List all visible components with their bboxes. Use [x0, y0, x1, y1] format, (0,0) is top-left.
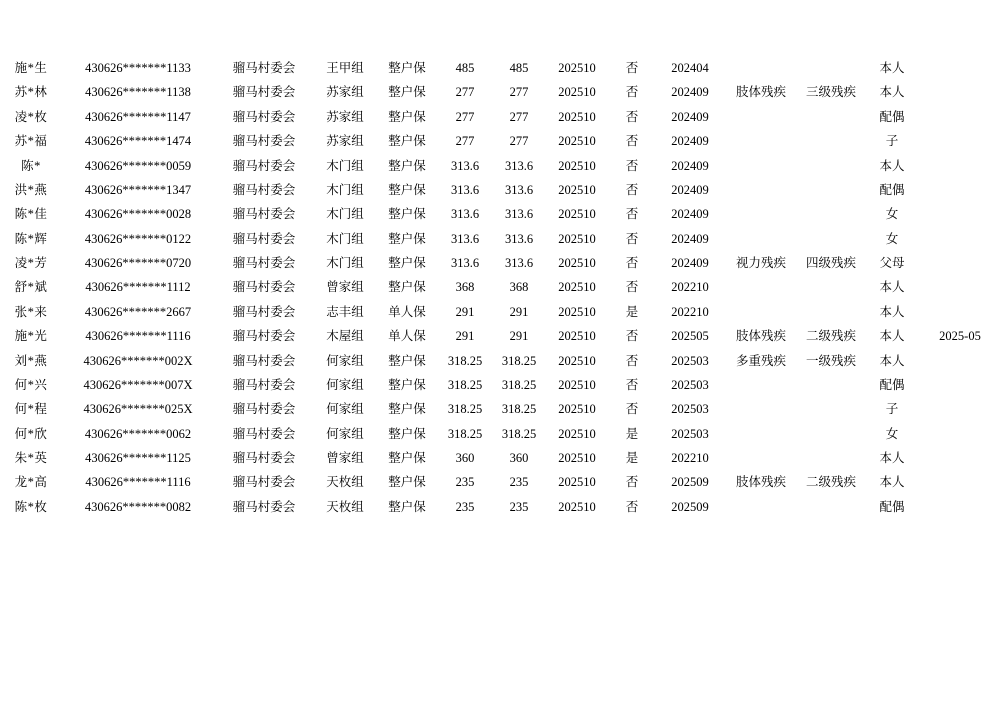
- record-year-month: 202510: [558, 353, 596, 368]
- record-flag: 否: [625, 353, 639, 368]
- record-amount-secondary: 277: [509, 85, 529, 100]
- record-name: 施*生: [14, 61, 48, 75]
- table-row[interactable]: [0, 300, 1000, 324]
- record-flag: 否: [625, 158, 639, 173]
- record-benefit-type: 整户保: [388, 280, 426, 295]
- record-flag: 是: [625, 304, 639, 319]
- record-amount-secondary: 313.6: [504, 182, 534, 197]
- record-village: 骝马村委会: [232, 256, 296, 270]
- record-extra-note: [920, 56, 1000, 80]
- record-amount-secondary: 318.25: [501, 377, 537, 392]
- table-row[interactable]: [0, 154, 1000, 178]
- record-year-month: 202510: [558, 109, 596, 124]
- record-start-month: 202409: [671, 109, 709, 124]
- record-year-month: 202510: [558, 426, 596, 441]
- table-row[interactable]: [0, 349, 1000, 373]
- record-benefit-type: 整户保: [388, 377, 426, 392]
- record-group: 木门组: [326, 256, 364, 270]
- record-start-month: 202409: [671, 182, 709, 197]
- record-village: 骝马村委会: [232, 158, 296, 173]
- record-id-number: 430626*******1112: [85, 280, 191, 295]
- record-year-month: 202510: [558, 329, 596, 344]
- record-relation: 本人: [879, 158, 905, 173]
- record-relation: 女: [885, 207, 899, 222]
- record-relation: 子: [885, 134, 899, 149]
- record-disability-level: 一级残疾: [805, 353, 856, 368]
- record-benefit-type: 单人保: [388, 329, 426, 344]
- record-relation: 本人: [879, 280, 905, 295]
- record-name: 洪*燕: [14, 182, 48, 197]
- record-extra-note: [920, 422, 1000, 446]
- record-benefit-type: 整户保: [388, 158, 426, 173]
- record-extra-note: [920, 129, 1000, 153]
- table-row[interactable]: [0, 324, 1000, 348]
- record-amount-secondary: 235: [509, 499, 529, 514]
- record-name: 龙*高: [14, 475, 48, 490]
- record-relation: 子: [885, 402, 899, 417]
- record-start-month: 202409: [671, 85, 709, 100]
- record-group: 王甲组: [326, 61, 364, 75]
- record-relation: 配偶: [879, 499, 905, 514]
- record-disability-type: [724, 373, 798, 397]
- record-start-month: 202409: [671, 158, 709, 173]
- record-extra-note: [920, 300, 1000, 324]
- record-year-month: 202510: [558, 182, 596, 197]
- table-row[interactable]: [0, 251, 1000, 275]
- record-village: 骝马村委会: [232, 207, 296, 222]
- record-disability-level: [798, 275, 864, 299]
- record-name: 何*欣: [14, 426, 48, 441]
- record-id-number: 430626*******0028: [84, 207, 192, 222]
- record-extra-note: [920, 178, 1000, 202]
- record-group: 何家组: [326, 426, 364, 441]
- record-disability-level: [798, 227, 864, 251]
- record-village: 骝马村委会: [232, 451, 296, 465]
- record-relation: 本人: [879, 353, 905, 368]
- record-disability-type: [724, 227, 798, 251]
- table-row[interactable]: [0, 470, 1000, 494]
- record-village: 骝马村委会: [232, 329, 296, 344]
- record-disability-level: [798, 129, 864, 153]
- record-disability-type: 肢体残疾: [735, 475, 786, 490]
- records-table-body: [0, 56, 1000, 519]
- record-id-number: 430626*******1147: [85, 109, 191, 124]
- table-row[interactable]: [0, 80, 1000, 104]
- record-group: 木门组: [326, 158, 364, 173]
- record-amount-primary: 313.6: [450, 182, 480, 197]
- record-relation: 女: [885, 426, 899, 441]
- record-amount-secondary: 277: [509, 134, 529, 149]
- record-disability-type: [724, 154, 798, 178]
- record-year-month: 202510: [558, 207, 596, 222]
- record-id-number: 430626*******1116: [85, 329, 191, 344]
- record-extra-note: [920, 373, 1000, 397]
- record-group: 曾家组: [326, 280, 364, 295]
- record-id-number: 430626*******1347: [84, 182, 192, 197]
- record-id-number: 430626*******2667: [84, 304, 192, 319]
- record-amount-secondary: 291: [509, 329, 529, 344]
- record-extra-note: [920, 105, 1000, 129]
- record-id-number: 430626*******0062: [84, 426, 192, 441]
- record-amount-secondary: 277: [509, 109, 529, 124]
- record-relation: 本人: [879, 475, 905, 490]
- record-group: 天枚组: [326, 499, 364, 514]
- record-group: 天枚组: [326, 475, 364, 490]
- record-start-month: 202409: [671, 256, 709, 270]
- record-disability-level: [798, 373, 864, 397]
- record-benefit-type: 整户保: [388, 134, 426, 149]
- record-disability-type: 肢体残疾: [735, 329, 786, 344]
- record-name: 陈*辉: [14, 231, 48, 246]
- record-name: 陈*: [21, 158, 41, 173]
- record-year-month: 202510: [558, 304, 596, 319]
- record-start-month: 202409: [671, 207, 709, 222]
- record-flag: 否: [625, 377, 639, 392]
- record-disability-level: 二级残疾: [805, 329, 856, 344]
- record-village: 骝马村委会: [232, 426, 296, 441]
- record-amount-primary: 235: [455, 499, 475, 514]
- record-amount-primary: 318.25: [447, 353, 483, 368]
- record-start-month: 202409: [671, 231, 709, 246]
- record-extra-note: [920, 202, 1000, 226]
- record-amount-primary: 313.6: [450, 231, 480, 246]
- record-amount-primary: 368: [455, 280, 475, 295]
- record-name: 何*兴: [14, 377, 48, 392]
- record-flag: 否: [625, 134, 639, 149]
- record-relation: 本人: [879, 329, 905, 344]
- record-name: 陈*佳: [14, 207, 48, 222]
- record-relation: 本人: [879, 451, 905, 465]
- record-group: 木门组: [326, 231, 364, 246]
- record-benefit-type: 整户保: [388, 426, 426, 441]
- record-amount-primary: 313.6: [450, 256, 480, 270]
- record-year-month: 202510: [558, 231, 596, 246]
- record-name: 张*来: [14, 304, 48, 319]
- record-amount-primary: 291: [455, 329, 475, 344]
- record-flag: 否: [625, 402, 639, 417]
- record-year-month: 202510: [558, 475, 596, 490]
- record-group: 志丰组: [326, 304, 364, 319]
- record-amount-secondary: 318.25: [501, 402, 537, 417]
- record-name: 何*程: [14, 402, 48, 417]
- table-row[interactable]: [0, 422, 1000, 446]
- record-amount-secondary: 368: [509, 280, 529, 295]
- record-start-month: 202503: [671, 402, 709, 417]
- record-name: 凌*芳: [14, 256, 48, 270]
- record-extra-note: [920, 470, 1000, 494]
- record-id-number: 430626*******0122: [84, 231, 192, 246]
- record-group: 木屋组: [326, 329, 364, 344]
- record-village: 骝马村委会: [232, 475, 296, 490]
- record-id-number: 430626*******002X: [83, 353, 193, 368]
- table-row[interactable]: [0, 129, 1000, 153]
- record-extra-note: [920, 80, 1000, 104]
- record-extra-note: [920, 495, 1000, 519]
- record-year-month: 202510: [558, 256, 596, 270]
- record-disability-level: [798, 397, 864, 421]
- record-id-number: 430626*******0082: [84, 499, 192, 514]
- record-id-number: 430626*******025X: [83, 402, 193, 417]
- record-relation: 本人: [879, 304, 905, 319]
- record-amount-primary: 318.25: [447, 426, 483, 441]
- record-amount-secondary: 313.6: [504, 256, 534, 270]
- record-id-number: 430626*******1125: [85, 451, 191, 465]
- record-disability-level: [798, 56, 864, 80]
- record-benefit-type: 整户保: [388, 451, 426, 465]
- record-disability-level: [798, 300, 864, 324]
- record-disability-level: [798, 202, 864, 226]
- record-amount-primary: 277: [455, 134, 475, 149]
- record-disability-type: [724, 56, 798, 80]
- record-village: 骝马村委会: [232, 402, 296, 417]
- table-row[interactable]: [0, 178, 1000, 202]
- record-amount-primary: 313.6: [450, 158, 480, 173]
- record-disability-level: [798, 178, 864, 202]
- record-amount-secondary: 360: [509, 451, 529, 465]
- record-disability-type: [724, 397, 798, 421]
- table-row[interactable]: [0, 227, 1000, 251]
- record-amount-secondary: 313.6: [504, 231, 534, 246]
- record-group: 苏家组: [326, 134, 364, 149]
- record-name: 苏*林: [14, 85, 48, 100]
- record-name: 舒*斌: [14, 280, 48, 295]
- record-id-number: 430626*******1133: [85, 61, 191, 75]
- record-flag: 否: [625, 256, 639, 270]
- record-id-number: 430626*******1138: [85, 85, 191, 100]
- record-amount-primary: 277: [455, 109, 475, 124]
- record-relation: 父母: [879, 256, 905, 270]
- record-group: 苏家组: [326, 109, 364, 124]
- record-name: 陈*枚: [14, 499, 48, 514]
- record-village: 骝马村委会: [232, 85, 296, 100]
- record-amount-primary: 360: [455, 451, 475, 465]
- record-start-month: 202210: [671, 304, 709, 319]
- record-amount-secondary: 313.6: [504, 158, 534, 173]
- record-id-number: 430626*******007X: [83, 377, 193, 392]
- record-disability-type: [724, 275, 798, 299]
- record-disability-level: [798, 495, 864, 519]
- record-extra-note: 2025-05: [939, 329, 981, 344]
- record-group: 何家组: [326, 353, 364, 368]
- records-table: [0, 56, 1000, 519]
- record-flag: 否: [625, 499, 639, 514]
- record-relation: 本人: [879, 61, 905, 75]
- record-year-month: 202510: [558, 61, 596, 75]
- record-disability-level: [798, 446, 864, 470]
- record-extra-note: [920, 275, 1000, 299]
- record-benefit-type: 整户保: [388, 85, 426, 100]
- table-row[interactable]: [0, 495, 1000, 519]
- record-amount-primary: 485: [455, 61, 475, 75]
- record-benefit-type: 整户保: [388, 475, 426, 490]
- record-group: 木门组: [326, 182, 364, 197]
- record-village: 骝马村委会: [232, 377, 296, 392]
- record-flag: 否: [625, 329, 639, 344]
- record-flag: 否: [625, 109, 639, 124]
- record-flag: 否: [625, 207, 639, 222]
- record-name: 施*光: [14, 329, 48, 344]
- record-disability-type: 多重残疾: [735, 353, 786, 368]
- record-benefit-type: 整户保: [388, 402, 426, 417]
- record-name: 苏*福: [14, 134, 48, 149]
- record-relation: 配偶: [879, 377, 905, 392]
- table-row[interactable]: [0, 105, 1000, 129]
- record-group: 何家组: [326, 377, 364, 392]
- record-year-month: 202510: [558, 158, 596, 173]
- record-relation: 配偶: [879, 182, 905, 197]
- record-year-month: 202510: [558, 377, 596, 392]
- record-amount-primary: 318.25: [447, 402, 483, 417]
- record-village: 骝马村委会: [232, 231, 296, 246]
- record-disability-level: [798, 154, 864, 178]
- record-group: 曾家组: [326, 451, 364, 465]
- record-amount-primary: 291: [455, 304, 475, 319]
- record-relation: 配偶: [879, 109, 905, 124]
- records-table-container: [0, 56, 1000, 519]
- record-extra-note: [920, 446, 1000, 470]
- record-flag: 否: [625, 61, 639, 75]
- record-extra-note: [920, 251, 1000, 275]
- record-benefit-type: 整户保: [388, 207, 426, 222]
- record-village: 骝马村委会: [232, 182, 296, 197]
- record-disability-level: [798, 422, 864, 446]
- record-village: 骝马村委会: [232, 499, 296, 514]
- record-disability-type: [724, 446, 798, 470]
- table-row[interactable]: [0, 202, 1000, 226]
- record-benefit-type: 整户保: [388, 182, 426, 197]
- record-disability-type: [724, 422, 798, 446]
- record-year-month: 202510: [558, 85, 596, 100]
- record-disability-type: 肢体残疾: [735, 85, 786, 100]
- record-disability-type: [724, 178, 798, 202]
- record-start-month: 202505: [671, 329, 709, 344]
- record-flag: 否: [625, 182, 639, 197]
- record-amount-primary: 313.6: [450, 207, 480, 222]
- record-disability-type: [724, 202, 798, 226]
- table-row[interactable]: [0, 275, 1000, 299]
- record-name: 刘*燕: [14, 353, 48, 368]
- record-id-number: 430626*******0059: [84, 158, 192, 173]
- record-year-month: 202510: [558, 402, 596, 417]
- record-start-month: 202409: [671, 134, 709, 149]
- record-group: 何家组: [326, 402, 364, 417]
- record-year-month: 202510: [558, 134, 596, 149]
- record-disability-level: 四级残疾: [805, 256, 856, 270]
- record-benefit-type: 单人保: [388, 304, 426, 319]
- record-start-month: 202210: [671, 280, 709, 295]
- record-amount-secondary: 318.25: [501, 353, 537, 368]
- record-flag: 否: [625, 85, 639, 100]
- record-disability-type: [724, 495, 798, 519]
- record-flag: 否: [625, 231, 639, 246]
- record-start-month: 202503: [671, 353, 709, 368]
- record-amount-primary: 277: [455, 85, 475, 100]
- record-flag: 是: [625, 426, 639, 441]
- record-id-number: 430626*******1116: [85, 475, 191, 490]
- record-flag: 是: [625, 451, 639, 465]
- record-amount-primary: 318.25: [447, 377, 483, 392]
- record-disability-level: 三级残疾: [805, 85, 856, 100]
- record-disability-level: [798, 105, 864, 129]
- record-amount-secondary: 235: [509, 475, 529, 490]
- table-row[interactable]: [0, 373, 1000, 397]
- record-amount-secondary: 485: [509, 61, 529, 75]
- record-id-number: 430626*******1474: [84, 134, 192, 149]
- record-village: 骝马村委会: [232, 134, 296, 149]
- record-extra-note: [920, 397, 1000, 421]
- record-amount-secondary: 291: [509, 304, 529, 319]
- record-flag: 否: [625, 475, 639, 490]
- record-start-month: 202509: [671, 499, 709, 514]
- record-benefit-type: 整户保: [388, 61, 426, 75]
- record-village: 骝马村委会: [232, 280, 296, 295]
- table-row[interactable]: [0, 446, 1000, 470]
- record-year-month: 202510: [558, 499, 596, 514]
- record-name: 朱*英: [14, 451, 48, 465]
- record-disability-type: [724, 105, 798, 129]
- record-amount-primary: 235: [455, 475, 475, 490]
- record-amount-secondary: 318.25: [501, 426, 537, 441]
- record-group: 苏家组: [326, 85, 364, 100]
- record-disability-level: 二级残疾: [805, 475, 856, 490]
- table-row[interactable]: [0, 397, 1000, 421]
- record-start-month: 202404: [671, 61, 709, 75]
- record-start-month: 202503: [671, 377, 709, 392]
- record-start-month: 202210: [671, 451, 709, 465]
- record-id-number: 430626*******0720: [84, 256, 192, 270]
- record-extra-note: [920, 349, 1000, 373]
- record-village: 骝马村委会: [232, 304, 296, 319]
- record-name: 凌*枚: [14, 109, 48, 124]
- record-benefit-type: 整户保: [388, 109, 426, 124]
- record-village: 骝马村委会: [232, 353, 296, 368]
- record-benefit-type: 整户保: [388, 256, 426, 270]
- record-extra-note: [920, 154, 1000, 178]
- record-village: 骝马村委会: [232, 61, 296, 75]
- record-year-month: 202510: [558, 280, 596, 295]
- record-disability-type: 视力残疾: [735, 256, 786, 270]
- record-disability-type: [724, 300, 798, 324]
- record-village: 骝马村委会: [232, 109, 296, 124]
- record-disability-type: [724, 129, 798, 153]
- record-group: 木门组: [326, 207, 364, 222]
- record-benefit-type: 整户保: [388, 499, 426, 514]
- record-benefit-type: 整户保: [388, 231, 426, 246]
- record-start-month: 202503: [671, 426, 709, 441]
- record-relation: 本人: [879, 85, 905, 100]
- record-benefit-type: 整户保: [388, 353, 426, 368]
- record-amount-secondary: 313.6: [504, 207, 534, 222]
- record-flag: 否: [625, 280, 639, 295]
- record-year-month: 202510: [558, 451, 596, 465]
- record-relation: 女: [885, 231, 899, 246]
- record-extra-note: [920, 227, 1000, 251]
- record-start-month: 202509: [671, 475, 709, 490]
- table-row[interactable]: [0, 56, 1000, 80]
